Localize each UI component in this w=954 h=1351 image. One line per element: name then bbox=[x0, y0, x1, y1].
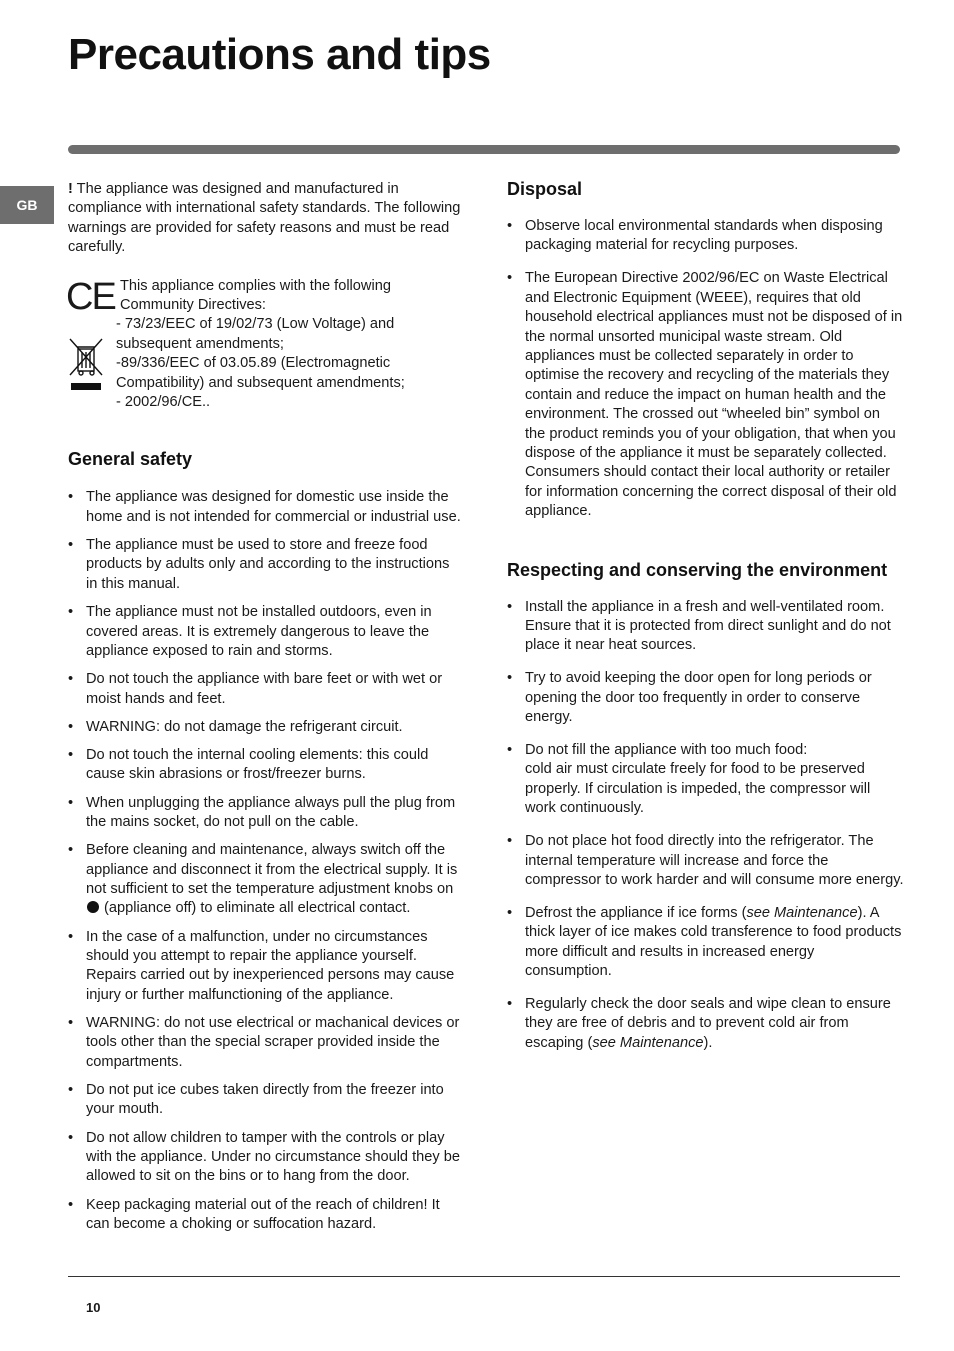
list-item: • The appliance was designed for domestic use inside the home and is not intended for commercial or industrial use. bbox=[68, 488, 463, 527]
list-item: • Try to avoid keeping the door open for long periods or opening the door too frequently in order to conserve energy. bbox=[507, 669, 904, 727]
language-tab: GB bbox=[0, 186, 54, 224]
list-item bbox=[68, 841, 463, 919]
disposal-list bbox=[507, 217, 904, 522]
list-item bbox=[507, 904, 904, 982]
page-number: 10 bbox=[86, 1300, 101, 1315]
footer-divider bbox=[68, 1276, 900, 1277]
list-item-text: Defrost the appliance if ice forms ( bbox=[525, 904, 747, 921]
list-item-text: The European Directive 2002/96/EC on Waste Electrical and Electronic Equipment (WEEE), requires that old household electrical appliances must not be disposed of in the normal unsorted municipal waste stream. Old appliances must be collected separately in order to optimise the recovery and recycling of the materials they contain and reduce the impact on human health and the environment. The crossed out “wheeled bin” symbol on the product reminds you of your obligation, that when you dispose of the appliance it must be separately collected. bbox=[525, 270, 903, 461]
list-item: • Do not touch the appliance with bare feet or with wet or moist hands and feet. bbox=[68, 670, 463, 709]
cross-reference: see Maintenance bbox=[746, 904, 858, 921]
directives-line: This appliance complies with the following Community Directives: bbox=[120, 277, 391, 314]
intro-text: The appliance was designed and manufactured in compliance with international safety standards. The following warnings are provided for safety reasons and must be read carefully. bbox=[68, 181, 461, 256]
left-column bbox=[68, 180, 463, 1243]
directives-line: - 2002/96/CE.. bbox=[116, 394, 211, 411]
list-item-text: (appliance off) to eliminate all electrical contact. bbox=[100, 900, 411, 917]
directives-block bbox=[68, 277, 463, 413]
environment-list bbox=[507, 598, 904, 1054]
directives-line: - 73/23/EEC of 19/02/73 (Low Voltage) and subsequent amendments; bbox=[116, 316, 395, 352]
list-item-text: Before cleaning and maintenance, always switch off the appliance and disconnect it from the electrical supply. It is not sufficient to set the temperature adjustment knobs on bbox=[86, 842, 458, 897]
list-item: • Do not allow children to tamper with the controls or play with the appliance. Under no circumstance should they be allowed to sit on the bins or to hang from the door. bbox=[68, 1129, 463, 1187]
list-item-text: Consumers should contact their local authority or retailer for information concerning the correct disposal of their old appliance. bbox=[525, 464, 897, 520]
disposal-heading: Disposal bbox=[507, 179, 583, 199]
list-item: • Do not place hot food directly into the refrigerator. The internal temperature will increase and force the compressor to work harder and will consume more energy. bbox=[507, 832, 904, 890]
environment-heading: Respecting and conserving the environment bbox=[507, 559, 888, 580]
general-safety-heading: General safety bbox=[68, 449, 193, 470]
directives-line: -89/336/EEC of 03.05.89 (Electromagnetic Compatibility) and subsequent amendments; bbox=[116, 355, 405, 391]
page-title: Precautions and tips bbox=[68, 30, 491, 79]
list-item bbox=[507, 741, 904, 819]
warning-mark: ! bbox=[68, 181, 73, 197]
list-item: • Do not touch the internal cooling elements: this could cause skin abrasions or frost/freezer burns. bbox=[68, 746, 463, 785]
general-safety-list bbox=[68, 488, 463, 1234]
list-item: • The appliance must be used to store and freeze food products by adults only and according to the instructions in this manual. bbox=[68, 536, 463, 594]
list-item: • When unplugging the appliance always pull the plug from the mains socket, do not pull on the cable. bbox=[68, 794, 463, 833]
ce-mark-icon: CE bbox=[66, 275, 115, 318]
list-item: • The appliance must not be installed outdoors, even in covered areas. It is extremely dangerous to leave the appliance exposed to rain and storms. bbox=[68, 603, 463, 661]
off-position-icon bbox=[87, 901, 99, 913]
list-item-text: Regularly check the door seals and wipe clean to ensure they are free of debris and to prevent cold air from escaping ( bbox=[525, 996, 891, 1051]
right-column bbox=[507, 180, 904, 1067]
list-item bbox=[507, 269, 904, 521]
list-item: • In the case of a malfunction, under no circumstances should you attempt to repair the appliance yourself. Repairs carried out by inexperienced persons may cause injury or further malfunctioning of the appliance. bbox=[68, 928, 463, 1006]
title-divider bbox=[68, 145, 900, 154]
list-item-text: ). bbox=[703, 1034, 713, 1051]
list-item bbox=[507, 995, 904, 1053]
list-item-text: ). A thick layer of ice makes cold transference to food products more difficult and results in increased energy consumption. bbox=[525, 904, 902, 980]
cross-reference: see Maintenance bbox=[592, 1034, 704, 1051]
intro-paragraph bbox=[68, 180, 463, 258]
crossed-wheeled-bin-icon bbox=[68, 337, 104, 391]
list-item: • Do not put ice cubes taken directly from the freezer into your mouth. bbox=[68, 1081, 463, 1120]
list-item: • WARNING: do not use electrical or machanical devices or tools other than the special scraper provided inside the compartments. bbox=[68, 1014, 463, 1072]
list-item: • Keep packaging material out of the reach of children! It can become a choking or suffocation hazard. bbox=[68, 1196, 463, 1235]
list-item-text: Do not fill the appliance with too much food: bbox=[525, 742, 808, 759]
list-item-text: cold air must circulate freely for food to be preserved properly. If circulation is impeded, the compressor will work continuously. bbox=[525, 761, 871, 817]
list-item: • WARNING: do not damage the refrigerant circuit. bbox=[68, 718, 463, 737]
list-item: • Observe local environmental standards when disposing packaging material for recycling purposes. bbox=[507, 217, 904, 256]
directives-text bbox=[68, 277, 463, 413]
list-item: • Install the appliance in a fresh and well-ventilated room. Ensure that it is protected from direct sunlight and do not place it near heat sources. bbox=[507, 598, 904, 656]
